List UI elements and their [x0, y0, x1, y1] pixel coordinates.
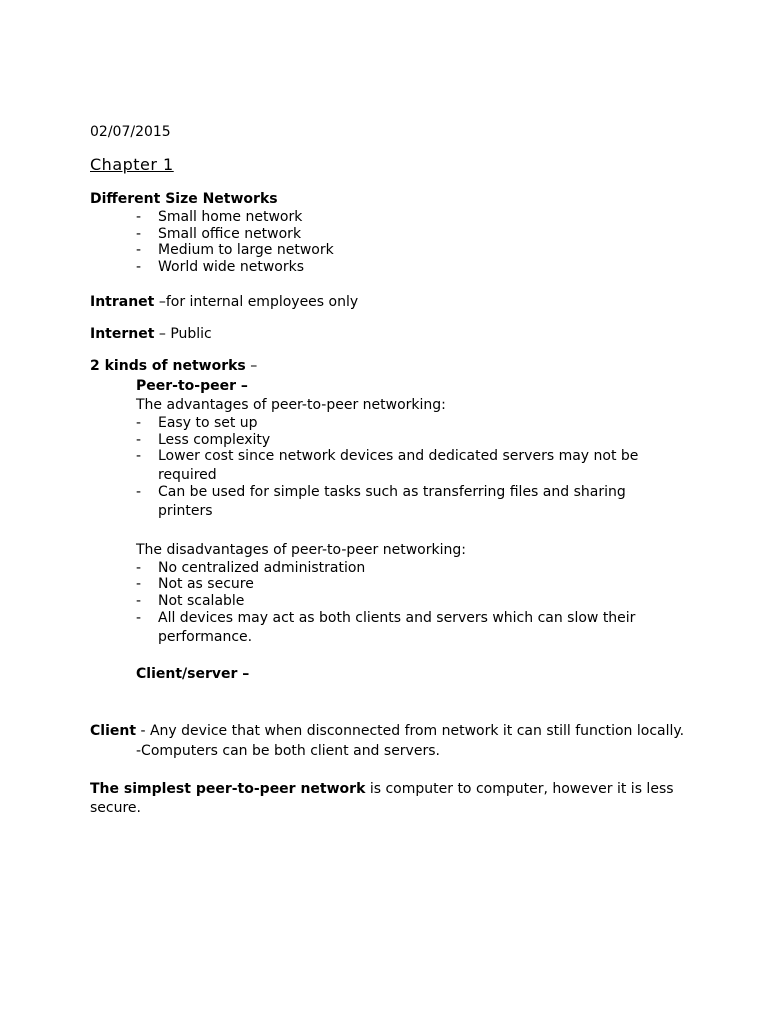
list-marker: - [136, 415, 142, 431]
list-marker: - [136, 560, 142, 576]
list-item-text: Not as secure [158, 576, 254, 592]
kinds-heading [90, 357, 257, 375]
list-marker: - [136, 226, 142, 242]
client-note: -Computers can be both client and servers. [136, 743, 440, 759]
list-item-text: Less complexity [158, 432, 271, 448]
list-marker: - [136, 432, 142, 448]
list-item-text: Small office network [158, 226, 302, 242]
client-definition [90, 722, 684, 740]
intranet-definition [90, 293, 358, 311]
client-text: - Any device that when disconnected from network it can still function locally. [136, 723, 685, 739]
simplest-term: The simplest peer-to-peer network [90, 781, 366, 797]
list-marker: - [136, 448, 142, 464]
list-marker: - [136, 242, 142, 258]
list-item-text: Small home network [158, 209, 303, 225]
list-marker: - [136, 576, 142, 592]
list-item-text-continued: printers [158, 503, 213, 519]
internet-term: Internet [90, 326, 155, 342]
list-marker: - [136, 209, 142, 225]
list-item-text: All devices may act as both clients and servers which can slow their [158, 610, 636, 626]
list-marker: - [136, 259, 142, 275]
intranet-text: –for internal employees only [154, 294, 359, 310]
kinds-heading-suffix: – [245, 358, 258, 374]
simplest-network-paragraph [90, 780, 674, 798]
advantages-intro: The advantages of peer-to-peer networking: [136, 397, 446, 413]
list-item-text: Medium to large network [158, 242, 334, 258]
document-date: 02/07/2015 [90, 124, 171, 140]
list-item-text: Can be used for simple tasks such as transferring files and sharing [158, 484, 626, 500]
list-item-text: Not scalable [158, 593, 245, 609]
disadvantages-intro: The disadvantages of peer-to-peer networking: [136, 542, 466, 558]
sizes-heading: Different Size Networks [90, 191, 278, 207]
list-item-text-continued: performance. [158, 629, 253, 645]
list-item-text: Lower cost since network devices and dedicated servers may not be [158, 448, 639, 464]
list-marker: - [136, 610, 142, 626]
internet-definition [90, 325, 212, 343]
list-item-text: No centralized administration [158, 560, 366, 576]
simplest-network-continued: secure. [90, 800, 141, 816]
intranet-term: Intranet [90, 294, 155, 310]
client-term: Client [90, 723, 137, 739]
list-item-text-continued: required [158, 467, 217, 483]
kinds-heading-text: 2 kinds of networks [90, 358, 246, 374]
client-server-label: Client/server – [136, 666, 250, 682]
internet-text: – Public [154, 326, 212, 342]
list-marker: - [136, 484, 142, 500]
list-item-text: World wide networks [158, 259, 305, 275]
peer-to-peer-label: Peer-to-peer – [136, 378, 248, 394]
list-marker: - [136, 593, 142, 609]
chapter-title: Chapter 1 [90, 155, 174, 174]
simplest-text: is computer to computer, however it is less [365, 781, 674, 797]
list-item-text: Easy to set up [158, 415, 258, 431]
